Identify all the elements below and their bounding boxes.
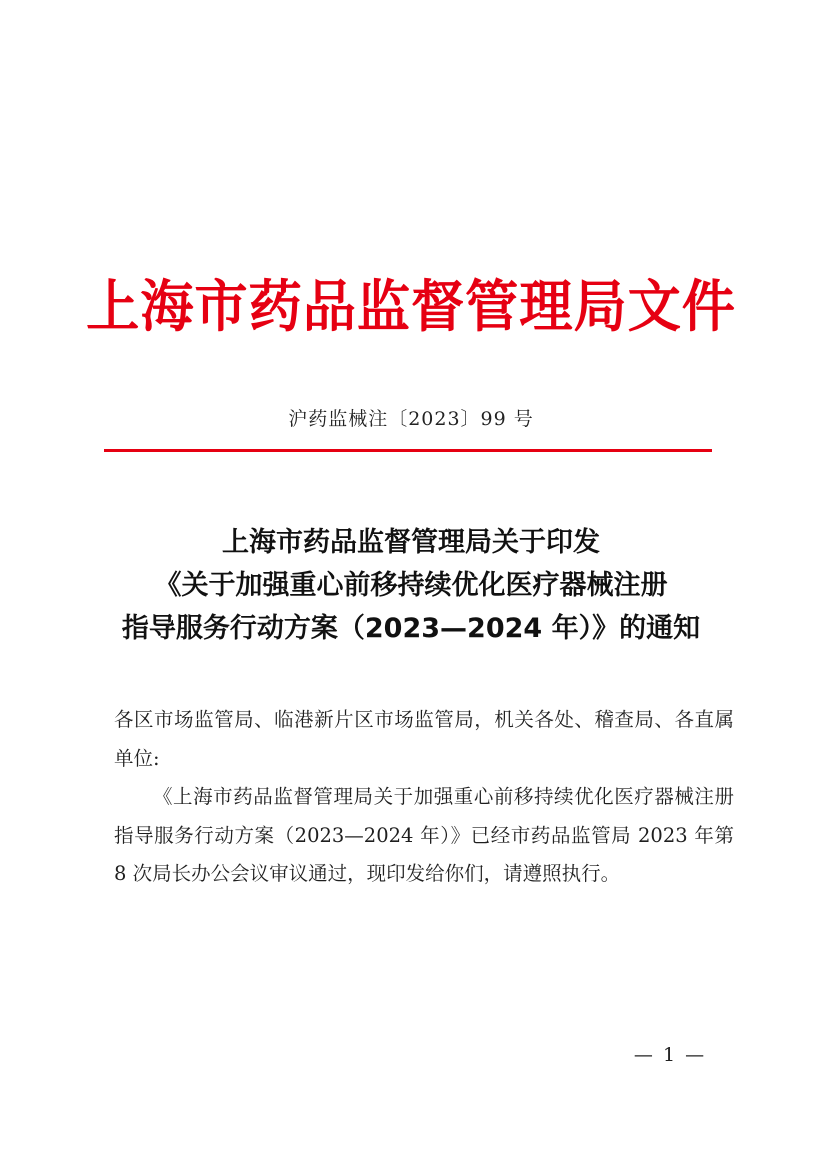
title-line-2: 《关于加强重心前移持续优化医疗器械注册 — [154, 570, 668, 601]
addressees: 各区市场监管局、临港新片区市场监管局，机关各处、稽查局、各直属单位: — [114, 708, 734, 770]
document-body — [114, 701, 734, 894]
document-number: 沪药监械注〔2023〕99 号 — [288, 408, 534, 430]
page-number: — 1 — — [633, 1044, 707, 1066]
agency-masthead: 上海市药品监督管理局文件 — [86, 275, 736, 340]
red-divider-line — [104, 449, 712, 452]
title-line-3: 指导服务行动方案（2023—2024 年）》的通知 — [121, 613, 701, 644]
title-line-1: 上海市药品监督管理局关于印发 — [222, 527, 600, 558]
body-paragraph: 《上海市药品监督管理局关于加强重心前移持续优化医疗器械注册指导服务行动方案（2023—2024 年）》已经市药品监管局 2023 年第 8 次局长办公会议审议通过，现印发给你们，请遵照执行。 — [114, 785, 734, 885]
document-title — [60, 521, 762, 650]
